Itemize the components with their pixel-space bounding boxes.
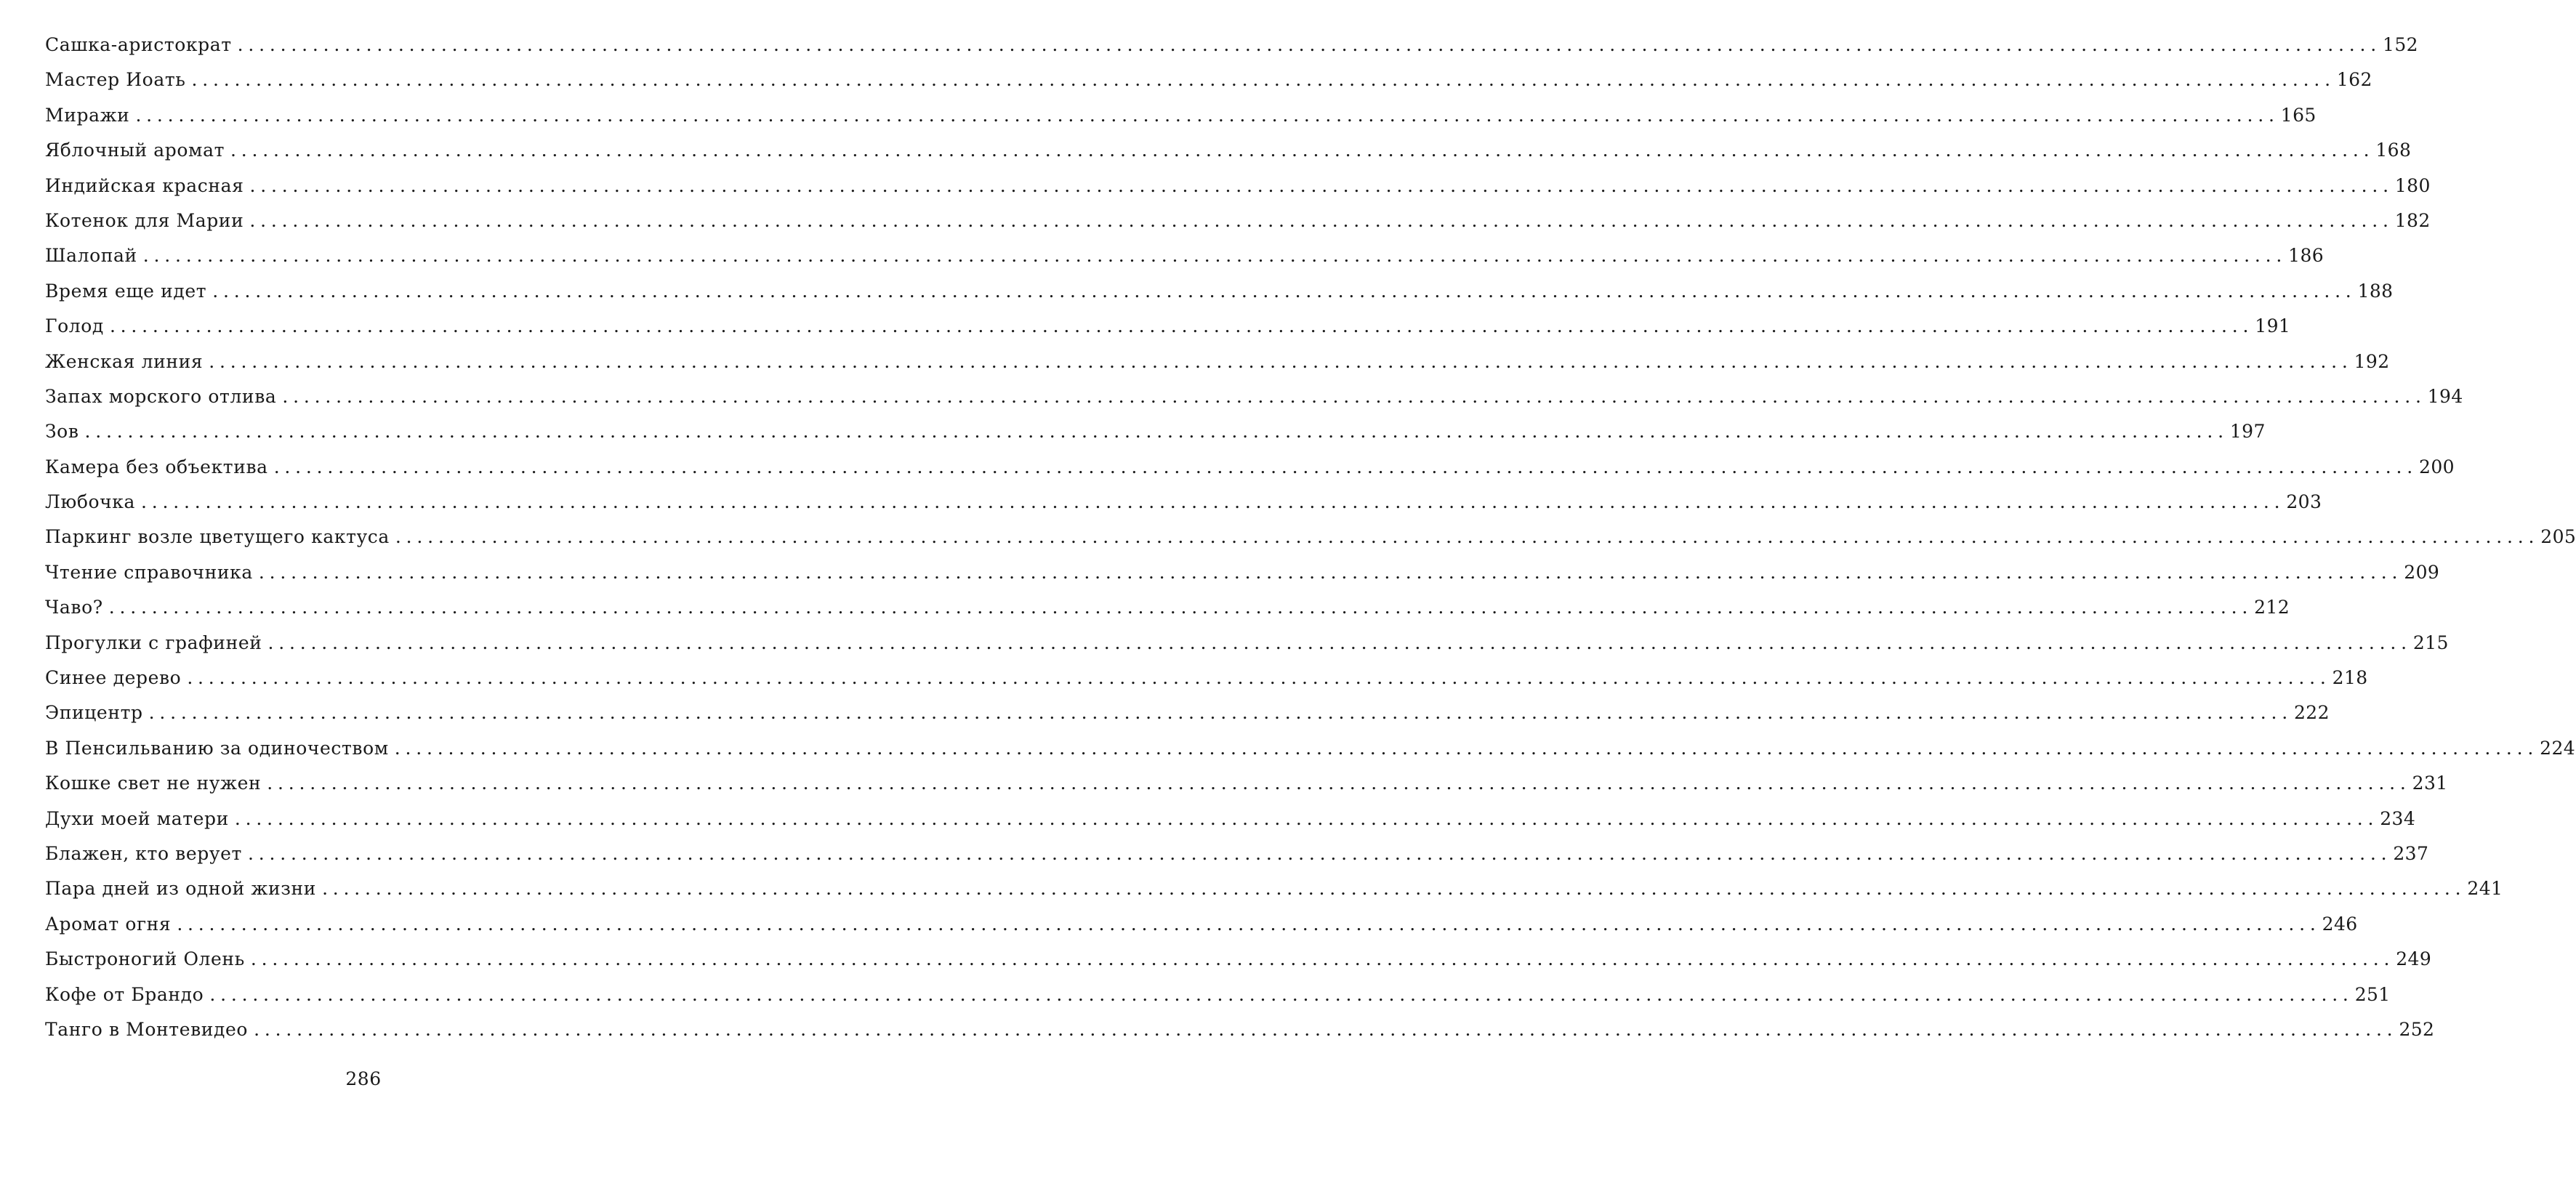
toc-entry-page: 231 [2412,773,2448,794]
toc-entry-page: 168 [2375,140,2412,161]
toc-entry [45,836,2429,871]
toc-entry-page: 237 [2393,842,2429,864]
toc-entry-page: 152 [2383,34,2418,55]
toc-entry [45,28,2418,62]
toc-entry-title: Эпицентр [45,702,143,724]
toc-entry-page: 205 [2540,526,2576,548]
toc-entry-page: 252 [2399,1018,2435,1040]
toc-entry [45,169,2431,203]
toc-entry [45,590,2290,625]
toc-leader-dots: ........................................................................................................................................................................................................ [249,174,2394,196]
toc-entry-page: 180 [2394,174,2431,196]
toc-entry-page: 222 [2293,702,2330,724]
toc-entry-page: 197 [2229,421,2266,443]
toc-leader-dots: ........................................................................................................................................................................................................ [395,526,2540,548]
toc-leader-dots: ........................................................................................................................................................................................................ [247,842,2392,864]
toc-entry-page: 246 [2322,913,2358,935]
toc-entry [45,274,2394,309]
toc-entry [45,871,2503,906]
toc-entry-title: Кофе от Брандо [45,983,204,1005]
toc-leader-dots: ........................................................................................................................................................................................................ [187,667,2331,689]
toc-entry-title: Камера без объектива [45,456,268,477]
toc-entry-page: 186 [2288,245,2325,267]
toc-leader-dots: ........................................................................................................................................................................................................ [322,878,2466,900]
toc-leader-dots: ........................................................................................................................................................................................................ [212,280,2356,302]
toc-entry-page: 224 [2540,737,2576,759]
toc-entry-title: Голод [45,315,104,337]
toc-entry-title: В Пенсильванию за одиночеством [45,737,389,759]
toc-entry-page: 203 [2286,491,2322,513]
toc-entry-page: 162 [2336,69,2372,91]
toc-leader-dots: ........................................................................................................................................................................................................ [249,209,2394,231]
toc-entry [45,907,2358,942]
toc-entry-title: Пара дней из одной жизни [45,878,317,900]
toc-entry [45,626,2449,661]
toc-leader-dots: ........................................................................................................................................................................................................ [267,773,2411,794]
toc-entry-page: 218 [2332,667,2368,689]
toc-leader-dots: ........................................................................................................................................................................................................ [191,69,2335,91]
toc-entry-title: Быстроногий Олень [45,948,245,970]
toc-entry-title: Прогулки с графиней [45,632,262,653]
toc-entry-title: Миражи [45,104,130,126]
toc-entry-title: Запах морского отлива [45,385,277,407]
toc-entry [45,62,2372,97]
toc-leader-dots: ........................................................................................................................................................................................................ [141,491,2285,513]
toc-leader-dots: ........................................................................................................................................................................................................ [84,421,2229,443]
toc-leader-dots: ........................................................................................................................................................................................................ [282,385,2426,407]
toc-entry [45,238,2325,273]
toc-entry-title: Котенок для Марии [45,209,244,231]
toc-entry [45,133,2412,168]
toc-leader-dots: ........................................................................................................................................................................................................ [237,34,2382,55]
toc-entry [45,344,2390,379]
toc-entry [45,766,2448,801]
toc-entry-title: Духи моей матери [45,807,229,829]
toc-entry-page: 209 [2404,561,2440,583]
table-of-contents [45,28,2576,1047]
toc-entry [45,555,2440,590]
toc-leader-dots: ........................................................................................................................................................................................................ [209,983,2354,1005]
page-number: 286 [345,1068,382,1089]
toc-entry-title: Сашка-аристократ [45,34,232,55]
toc-entry [45,977,2391,1012]
toc-leader-dots: ........................................................................................................................................................................................................ [394,737,2539,759]
toc-leader-dots: ........................................................................................................................................................................................................ [234,807,2379,829]
toc-entry-page: 165 [2280,104,2317,126]
toc-leader-dots: ........................................................................................................................................................................................................ [177,913,2321,935]
toc-entry-page: 241 [2467,878,2503,900]
toc-entry [45,485,2322,520]
toc-leader-dots: ........................................................................................................................................................................................................ [254,1018,2398,1040]
toc-leader-dots: ........................................................................................................................................................................................................ [258,561,2403,583]
toc-entry-title: Любочка [45,491,135,513]
toc-entry-title: Время еще идет [45,280,207,302]
toc-entry-title: Кошке свет не нужен [45,773,262,794]
toc-entry-page: 215 [2412,632,2449,653]
toc-entry [45,802,2416,836]
toc-entry-page: 188 [2357,280,2394,302]
toc-entry-page: 234 [2380,807,2416,829]
toc-leader-dots: ........................................................................................................................................................................................................ [135,104,2279,126]
toc-entry-page: 191 [2255,315,2291,337]
toc-entry-page: 251 [2354,983,2391,1005]
toc-entry [45,695,2330,730]
toc-entry-title: Чаво? [45,597,103,618]
toc-entry [45,309,2291,344]
toc-entry-title: Женская линия [45,350,204,372]
toc-entry [45,1012,2435,1047]
toc-entry [45,98,2317,133]
toc-leader-dots: ........................................................................................................................................................................................................ [230,140,2375,161]
toc-entry-page: 249 [2396,948,2432,970]
toc-entry-title: Синее дерево [45,667,182,689]
toc-entry-title: Блажен, кто верует [45,842,242,864]
toc-entry-page: 192 [2354,350,2390,372]
toc-leader-dots: ........................................................................................................................................................................................................ [209,350,2353,372]
toc-leader-dots: ........................................................................................................................................................................................................ [250,948,2395,970]
toc-entry-page: 182 [2394,209,2431,231]
toc-entry [45,731,2576,766]
toc-leader-dots: ........................................................................................................................................................................................................ [108,597,2253,618]
toc-leader-dots: ........................................................................................................................................................................................................ [142,245,2287,267]
toc-entry-title: Зов [45,421,79,443]
toc-entry-title: Яблочный аромат [45,140,225,161]
toc-leader-dots: ........................................................................................................................................................................................................ [148,702,2293,724]
toc-entry [45,661,2368,695]
toc-entry [45,450,2455,485]
toc-entry-title: Мастер Иоать [45,69,186,91]
toc-leader-dots: ........................................................................................................................................................................................................ [109,315,2254,337]
toc-entry-page: 212 [2254,597,2290,618]
toc-entry-page: 200 [2419,456,2455,477]
toc-entry [45,379,2463,414]
toc-entry-title: Индийская красная [45,174,244,196]
toc-leader-dots: ........................................................................................................................................................................................................ [267,632,2412,653]
toc-entry-title: Аромат огня [45,913,172,935]
toc-leader-dots: ........................................................................................................................................................................................................ [273,456,2418,477]
toc-entry [45,414,2266,449]
toc-entry [45,942,2432,977]
toc-entry-title: Шалопай [45,245,137,267]
toc-entry-page: 194 [2427,385,2463,407]
toc-entry-title: Чтение справочника [45,561,253,583]
toc-entry [45,520,2576,554]
toc-entry-title: Танго в Монтевидео [45,1018,249,1040]
toc-entry [45,203,2431,238]
toc-entry-title: Паркинг возле цветущего кактуса [45,526,390,548]
